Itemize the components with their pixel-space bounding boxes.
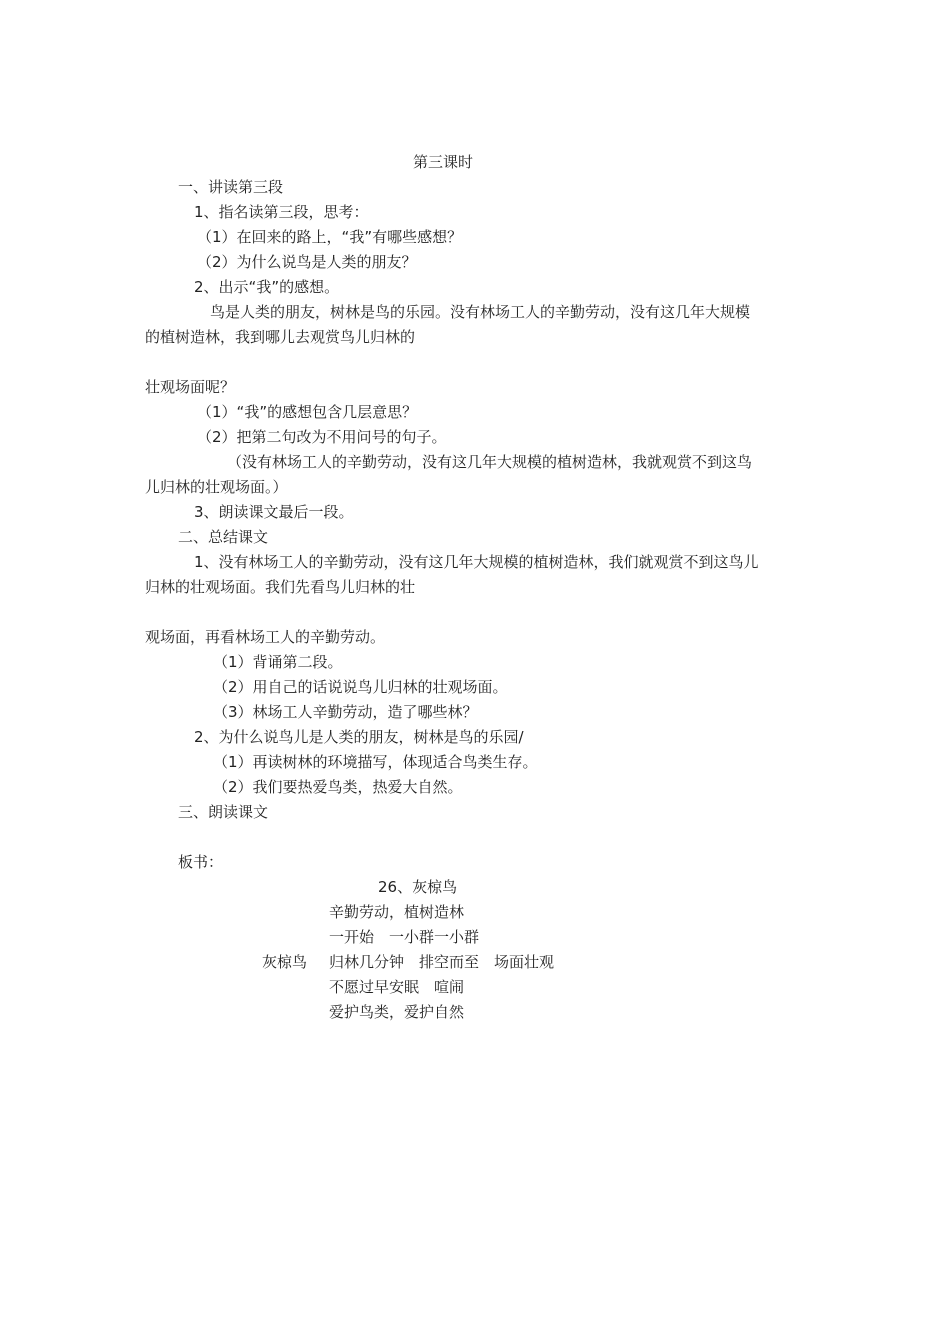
board-row: 爱护鸟类，爱护自然 — [329, 1003, 465, 1021]
text-line: （2）把第二句改为不用问号的句子。 — [197, 428, 447, 446]
section-heading-1: 一、讲读第三段 — [178, 178, 284, 196]
section-heading-3: 三、朗读课文 — [178, 803, 269, 821]
text-line: 1、指名读第三段，思考： — [194, 203, 369, 221]
text-line: 1、没有林场工人的辛勤劳动，没有这几年大规模的植树造林，我们就观赏不到这鸟儿 — [194, 553, 759, 571]
lesson-title: 第三课时 — [413, 153, 474, 171]
text-line: （1）再读树林的环境描写，体现适合鸟类生存。 — [213, 753, 538, 771]
section-heading-2: 二、总结课文 — [178, 528, 269, 546]
text-line: （1）“我”的感想包含几层意思？ — [197, 403, 418, 421]
board-row: 辛勤劳动，植树造林 — [329, 903, 465, 921]
text-line: （没有林场工人的辛勤劳动，没有这几年大规模的植树造林，我就观赏不到这鸟 — [227, 453, 753, 471]
text-line: 2、为什么说鸟儿是人类的朋友，树林是鸟的乐园/ — [194, 728, 524, 746]
board-row: 归林几分钟 排空而至 场面壮观 — [329, 953, 555, 971]
text-line: （2）用自己的话说说鸟儿归林的壮观场面。 — [213, 678, 508, 696]
text-line: （2）为什么说鸟是人类的朋友？ — [197, 253, 417, 271]
text-line: 鸟是人类的朋友，树林是鸟的乐园。没有林场工人的辛勤劳动，没有这几年大规模 — [210, 303, 751, 321]
board-label: 板书： — [178, 853, 224, 871]
text-line: 的植树造林，我到哪儿去观赏鸟儿归林的 — [145, 328, 416, 346]
text-line: （1）背诵第二段。 — [213, 653, 343, 671]
text-line: （2）我们要热爱鸟类，热爱大自然。 — [213, 778, 463, 796]
board-left-label: 灰椋鸟 — [262, 953, 308, 971]
text-line: （3）林场工人辛勤劳动，造了哪些林？ — [213, 703, 478, 721]
board-row: 不愿过早安眠 喧闹 — [329, 978, 465, 996]
board-row: 一开始 一小群一小群 — [329, 928, 480, 946]
text-line: 3、朗读课文最后一段。 — [194, 503, 354, 521]
text-line: 儿归林的壮观场面。） — [145, 478, 288, 496]
text-line: 壮观场面呢？ — [145, 378, 236, 396]
text-line: 归林的壮观场面。我们先看鸟儿归林的壮 — [145, 578, 416, 596]
text-line: 观场面，再看林场工人的辛勤劳动。 — [145, 628, 386, 646]
text-line: 2、出示“我”的感想。 — [194, 278, 340, 296]
board-title: 26、灰椋鸟 — [378, 878, 458, 896]
text-line: （1）在回来的路上，“我”有哪些感想？ — [197, 228, 463, 246]
